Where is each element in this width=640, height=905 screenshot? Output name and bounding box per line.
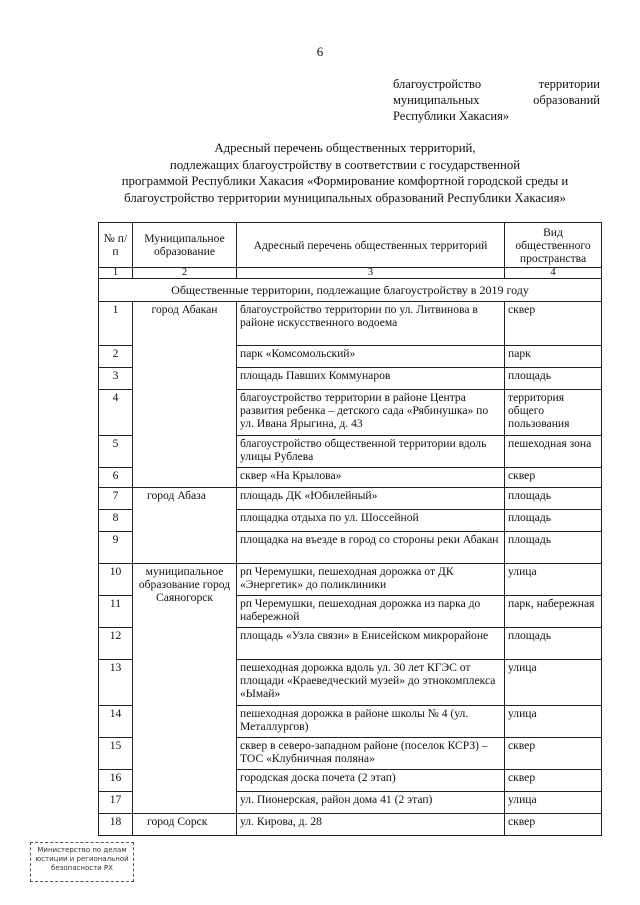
row-address: сквер «На Крылова» xyxy=(237,468,505,488)
row-number: 11 xyxy=(99,596,133,628)
table-row xyxy=(99,488,602,510)
page-number: 6 xyxy=(316,44,324,59)
row-type: сквер xyxy=(505,814,602,836)
title-line: благоустройство территории муниципальных образований Республики Хакасия» xyxy=(124,190,566,205)
row-number: 18 xyxy=(99,814,133,836)
row-number: 1 xyxy=(99,302,133,346)
row-address: площадь ДК «Юбилейный» xyxy=(237,488,505,510)
row-type: улица xyxy=(505,792,602,814)
row-number: 12 xyxy=(99,628,133,660)
municipality-cell: город Абакан xyxy=(133,302,237,488)
row-type: пешеходная зона xyxy=(505,436,602,468)
table-row xyxy=(99,814,602,836)
column-number-row xyxy=(99,268,602,279)
title-line: Адресный перечень общественных территорий, xyxy=(214,141,476,155)
row-number: 17 xyxy=(99,792,133,814)
section-row xyxy=(99,279,602,302)
row-number: 4 xyxy=(99,390,133,436)
table-header-row xyxy=(99,223,602,268)
row-type: площадь xyxy=(505,488,602,510)
column-number: 2 xyxy=(133,268,237,279)
row-type: сквер xyxy=(505,738,602,770)
column-number: 3 xyxy=(237,268,505,279)
row-address: благоустройство общественной территории вдоль улицы Рублева xyxy=(237,436,505,468)
row-number: 7 xyxy=(99,488,133,510)
row-address: рп Черемушки, пешеходная дорожка из парка до набережной xyxy=(237,596,505,628)
table-row xyxy=(99,564,602,596)
row-number: 6 xyxy=(99,468,133,488)
section-title: Общественные территории, подлежащие благоустройству в 2019 году xyxy=(99,279,602,302)
row-address: ул. Пионерская, район дома 41 (2 этап) xyxy=(237,792,505,814)
row-type: парк, набережная xyxy=(505,596,602,628)
row-number: 10 xyxy=(99,564,133,596)
row-type: площадь xyxy=(505,532,602,564)
row-address: площадка отдыха по ул. Шоссейной xyxy=(237,510,505,532)
row-type: парк xyxy=(505,346,602,368)
title-line: подлежащих благоустройству в соответствии с государственной xyxy=(169,157,521,172)
stamp-line: безопасности РХ xyxy=(51,864,113,872)
row-address: сквер в северо-западном районе (поселок КСРЗ) – ТОС «Клубничная поляна» xyxy=(237,738,505,770)
row-number: 2 xyxy=(99,346,133,368)
row-address: пешеходная дорожка вдоль ул. 30 лет КГЭС от площади «Краеведческий музей» до этнокомплекса «Ымай» xyxy=(237,660,505,706)
row-address: площадь Павших Коммунаров xyxy=(237,368,505,390)
stamp-line: юстиции и региональной xyxy=(35,855,129,863)
row-type: площадь xyxy=(505,368,602,390)
column-number: 4 xyxy=(505,268,602,279)
row-type: площадь xyxy=(505,628,602,660)
row-type: сквер xyxy=(505,468,602,488)
row-number: 16 xyxy=(99,770,133,792)
municipality-cell: город Абаза xyxy=(133,488,237,564)
row-number: 3 xyxy=(99,368,133,390)
title-line: программой Республики Хакасия «Формирование комфортной городской среды и xyxy=(121,174,569,188)
row-address: рп Черемушки, пешеходная дорожка от ДК «Энергетик» до поликлиники xyxy=(237,564,505,596)
row-address: благоустройство территории по ул. Литвинова в районе искусственного водоема xyxy=(237,302,505,346)
row-address: парк «Комсомольский» xyxy=(237,346,505,368)
header-address: Адресный перечень общественных территорий xyxy=(237,223,505,268)
municipality-cell: муниципальное образование город Саяногорск xyxy=(133,564,237,814)
header-block xyxy=(393,76,600,124)
table-row xyxy=(99,302,602,346)
column-number: 1 xyxy=(99,268,133,279)
municipality-cell: город Сорск xyxy=(133,814,237,836)
header-type: Вид общественного пространства xyxy=(505,223,602,268)
row-type: площадь xyxy=(505,510,602,532)
row-number: 9 xyxy=(99,532,133,564)
header-line: благоустройство территории xyxy=(393,77,600,91)
row-type: улица xyxy=(505,706,602,738)
row-address: ул. Кирова, д. 28 xyxy=(237,814,505,836)
registration-stamp xyxy=(30,842,134,882)
header-municipality: Муниципальное образование xyxy=(133,223,237,268)
row-number: 15 xyxy=(99,738,133,770)
row-address: площадь «Узла связи» в Енисейском микрорайоне xyxy=(237,628,505,660)
header-num: № п/п xyxy=(99,223,133,268)
row-type: территория общего пользования xyxy=(505,390,602,436)
row-address: площадка на въезде в город со стороны реки Абакан xyxy=(237,532,505,564)
row-number: 14 xyxy=(99,706,133,738)
header-line: Республики Хакасия» xyxy=(393,109,510,123)
row-number: 8 xyxy=(99,510,133,532)
stamp-line: Министерство по делам xyxy=(37,846,127,854)
row-number: 5 xyxy=(99,436,133,468)
row-type: сквер xyxy=(505,302,602,346)
header-line: муниципальных образований xyxy=(393,93,600,107)
document-title xyxy=(85,140,605,206)
row-address: городская доска почета (2 этап) xyxy=(237,770,505,792)
row-address: благоустройство территории в районе Центра развития ребенка – детского сада «Рябинушка» по ул. Ивана Ярыгина, д. 43 xyxy=(237,390,505,436)
row-type: улица xyxy=(505,660,602,706)
row-type: сквер xyxy=(505,770,602,792)
row-address: пешеходная дорожка в районе школы № 4 (ул. Металлургов) xyxy=(237,706,505,738)
address-table xyxy=(98,222,602,836)
row-type: улица xyxy=(505,564,602,596)
row-number: 13 xyxy=(99,660,133,706)
